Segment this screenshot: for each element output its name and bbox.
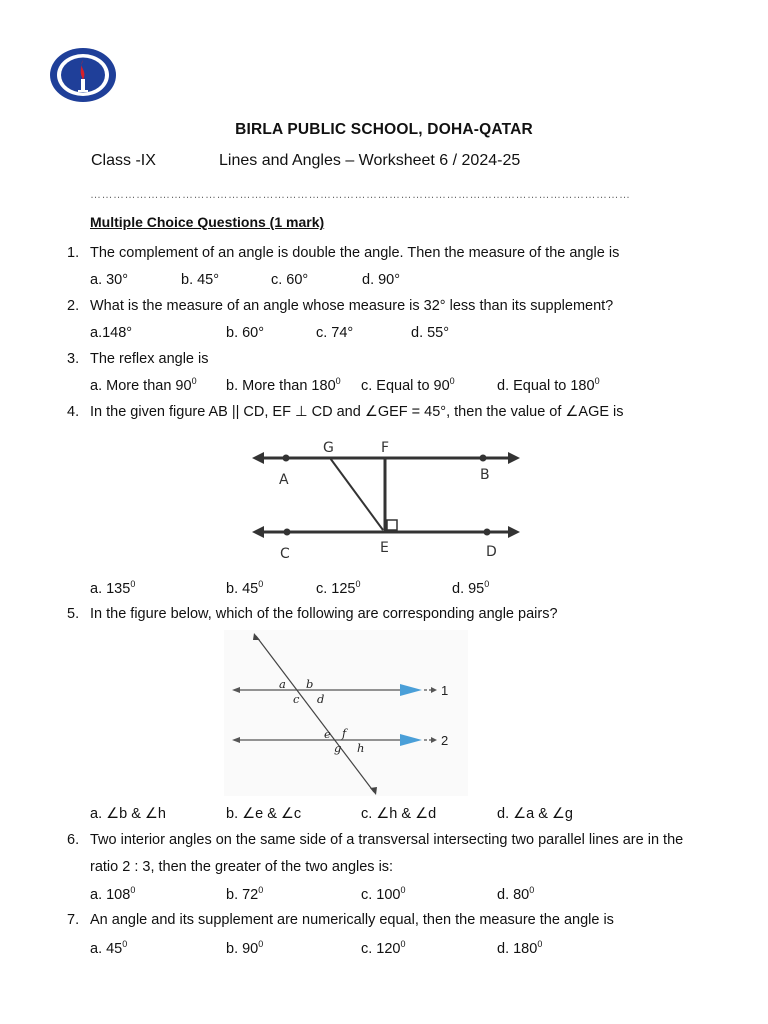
option-c: c. ∠h & ∠d <box>361 806 437 822</box>
question-text: What is the measure of an angle whose measure is 32° less than its supplement? <box>90 298 614 314</box>
label-angle-g: g <box>334 741 342 755</box>
option-d: d. $180^0$ <box>497 939 543 957</box>
option-b: b. $72^0$ <box>226 885 264 903</box>
label-line-2: 2 <box>441 733 449 748</box>
label-d: D <box>486 544 497 560</box>
question-number: 6. <box>67 832 80 848</box>
option-b: b. More than $180^0$ <box>226 376 341 394</box>
worksheet-title: Lines and Angles – Worksheet 6 / 2024-25 <box>219 152 521 169</box>
option-a: a. ∠b & ∠h <box>90 806 166 822</box>
option-c: c. $100^0$ <box>361 885 406 903</box>
label-angle-b: b <box>306 677 314 691</box>
label-angle-h: h <box>357 741 365 755</box>
option-d: d. Equal to $180^0$ <box>497 376 600 394</box>
question-number: 2. <box>67 298 80 314</box>
option-b: b. 45° <box>181 272 220 288</box>
question-number: 4. <box>67 404 80 420</box>
section-title: Multiple Choice Questions (1 mark) <box>90 214 325 230</box>
option-a: a. 30° <box>90 272 129 288</box>
option-a: a. $135^0$ <box>90 579 136 597</box>
arrowhead <box>252 452 264 464</box>
school-name: BIRLA PUBLIC SCHOOL, DOHA-QATAR <box>235 121 533 138</box>
option-b: b. $90^0$ <box>226 939 264 957</box>
class-label: Class -IX <box>91 152 156 169</box>
option-b: b. 60° <box>226 325 265 341</box>
line-ge <box>330 458 383 530</box>
option-c: c. Equal to $90^0$ <box>361 376 455 394</box>
option-a: a. $108^0$ <box>90 885 136 903</box>
question-text: The complement of an angle is double the angle. Then the measure of the angle is <box>90 245 620 261</box>
point-d <box>484 529 491 536</box>
option-d: d. 55° <box>411 325 450 341</box>
label-e: E <box>380 540 389 556</box>
question-number: 3. <box>67 351 80 367</box>
label-angle-a: a <box>279 677 286 691</box>
label-a: A <box>279 472 289 488</box>
question-text: In the figure below, which of the following are corresponding angle pairs? <box>90 606 558 622</box>
option-a: a. More than $90^0$ <box>90 376 197 394</box>
arrowhead <box>508 526 520 538</box>
option-b: b. $45^0$ <box>226 579 264 597</box>
label-c: C <box>280 546 290 562</box>
parallel-lines-figure <box>250 436 522 564</box>
label-angle-f: f <box>342 726 347 740</box>
question-number: 1. <box>67 245 80 261</box>
option-c: c. $120^0$ <box>361 939 406 957</box>
transversal-figure <box>224 630 468 796</box>
school-logo <box>48 46 118 104</box>
question-text: In the given figure AB || CD, EF ⊥ CD and ∠GEF = 45°, then the value of ∠AGE is <box>90 404 624 420</box>
option-d: d. $80^0$ <box>497 885 535 903</box>
question-number: 5. <box>67 606 80 622</box>
separator-line: …………………………………………………………………………………………………………………………… <box>90 189 631 201</box>
label-angle-d: d <box>317 692 325 706</box>
label-g: G <box>323 440 334 456</box>
label-angle-c: c <box>293 692 300 706</box>
question-text: The reflex angle is <box>90 351 209 367</box>
option-a: a.148° <box>90 325 133 341</box>
option-a: a. $45^0$ <box>90 939 128 957</box>
option-c: c. 74° <box>316 325 354 341</box>
option-b: b. ∠e & ∠c <box>226 806 302 822</box>
right-angle-mark <box>387 520 397 530</box>
option-d: d. 90° <box>362 272 401 288</box>
option-d: d. ∠a & ∠g <box>497 806 573 822</box>
arrowhead <box>508 452 520 464</box>
arrowhead <box>252 526 264 538</box>
point-a <box>283 455 290 462</box>
question-text: An angle and its supplement are numerically equal, then the measure the angle is <box>90 912 614 928</box>
label-line-1: 1 <box>441 683 449 698</box>
question-number: 7. <box>67 912 80 928</box>
label-f: F <box>381 440 390 456</box>
label-angle-e: e <box>324 727 331 741</box>
point-c <box>284 529 291 536</box>
question-text-continued: ratio 2 : 3, then the greater of the two angles is: <box>90 859 394 875</box>
option-c: c. $125^0$ <box>316 579 361 597</box>
point-b <box>480 455 487 462</box>
question-text: Two interior angles on the same side of a transversal intersecting two parallel lines are in the <box>90 832 684 848</box>
label-b: B <box>480 467 490 483</box>
option-c: c. 60° <box>271 272 309 288</box>
option-d: d. $95^0$ <box>452 579 490 597</box>
